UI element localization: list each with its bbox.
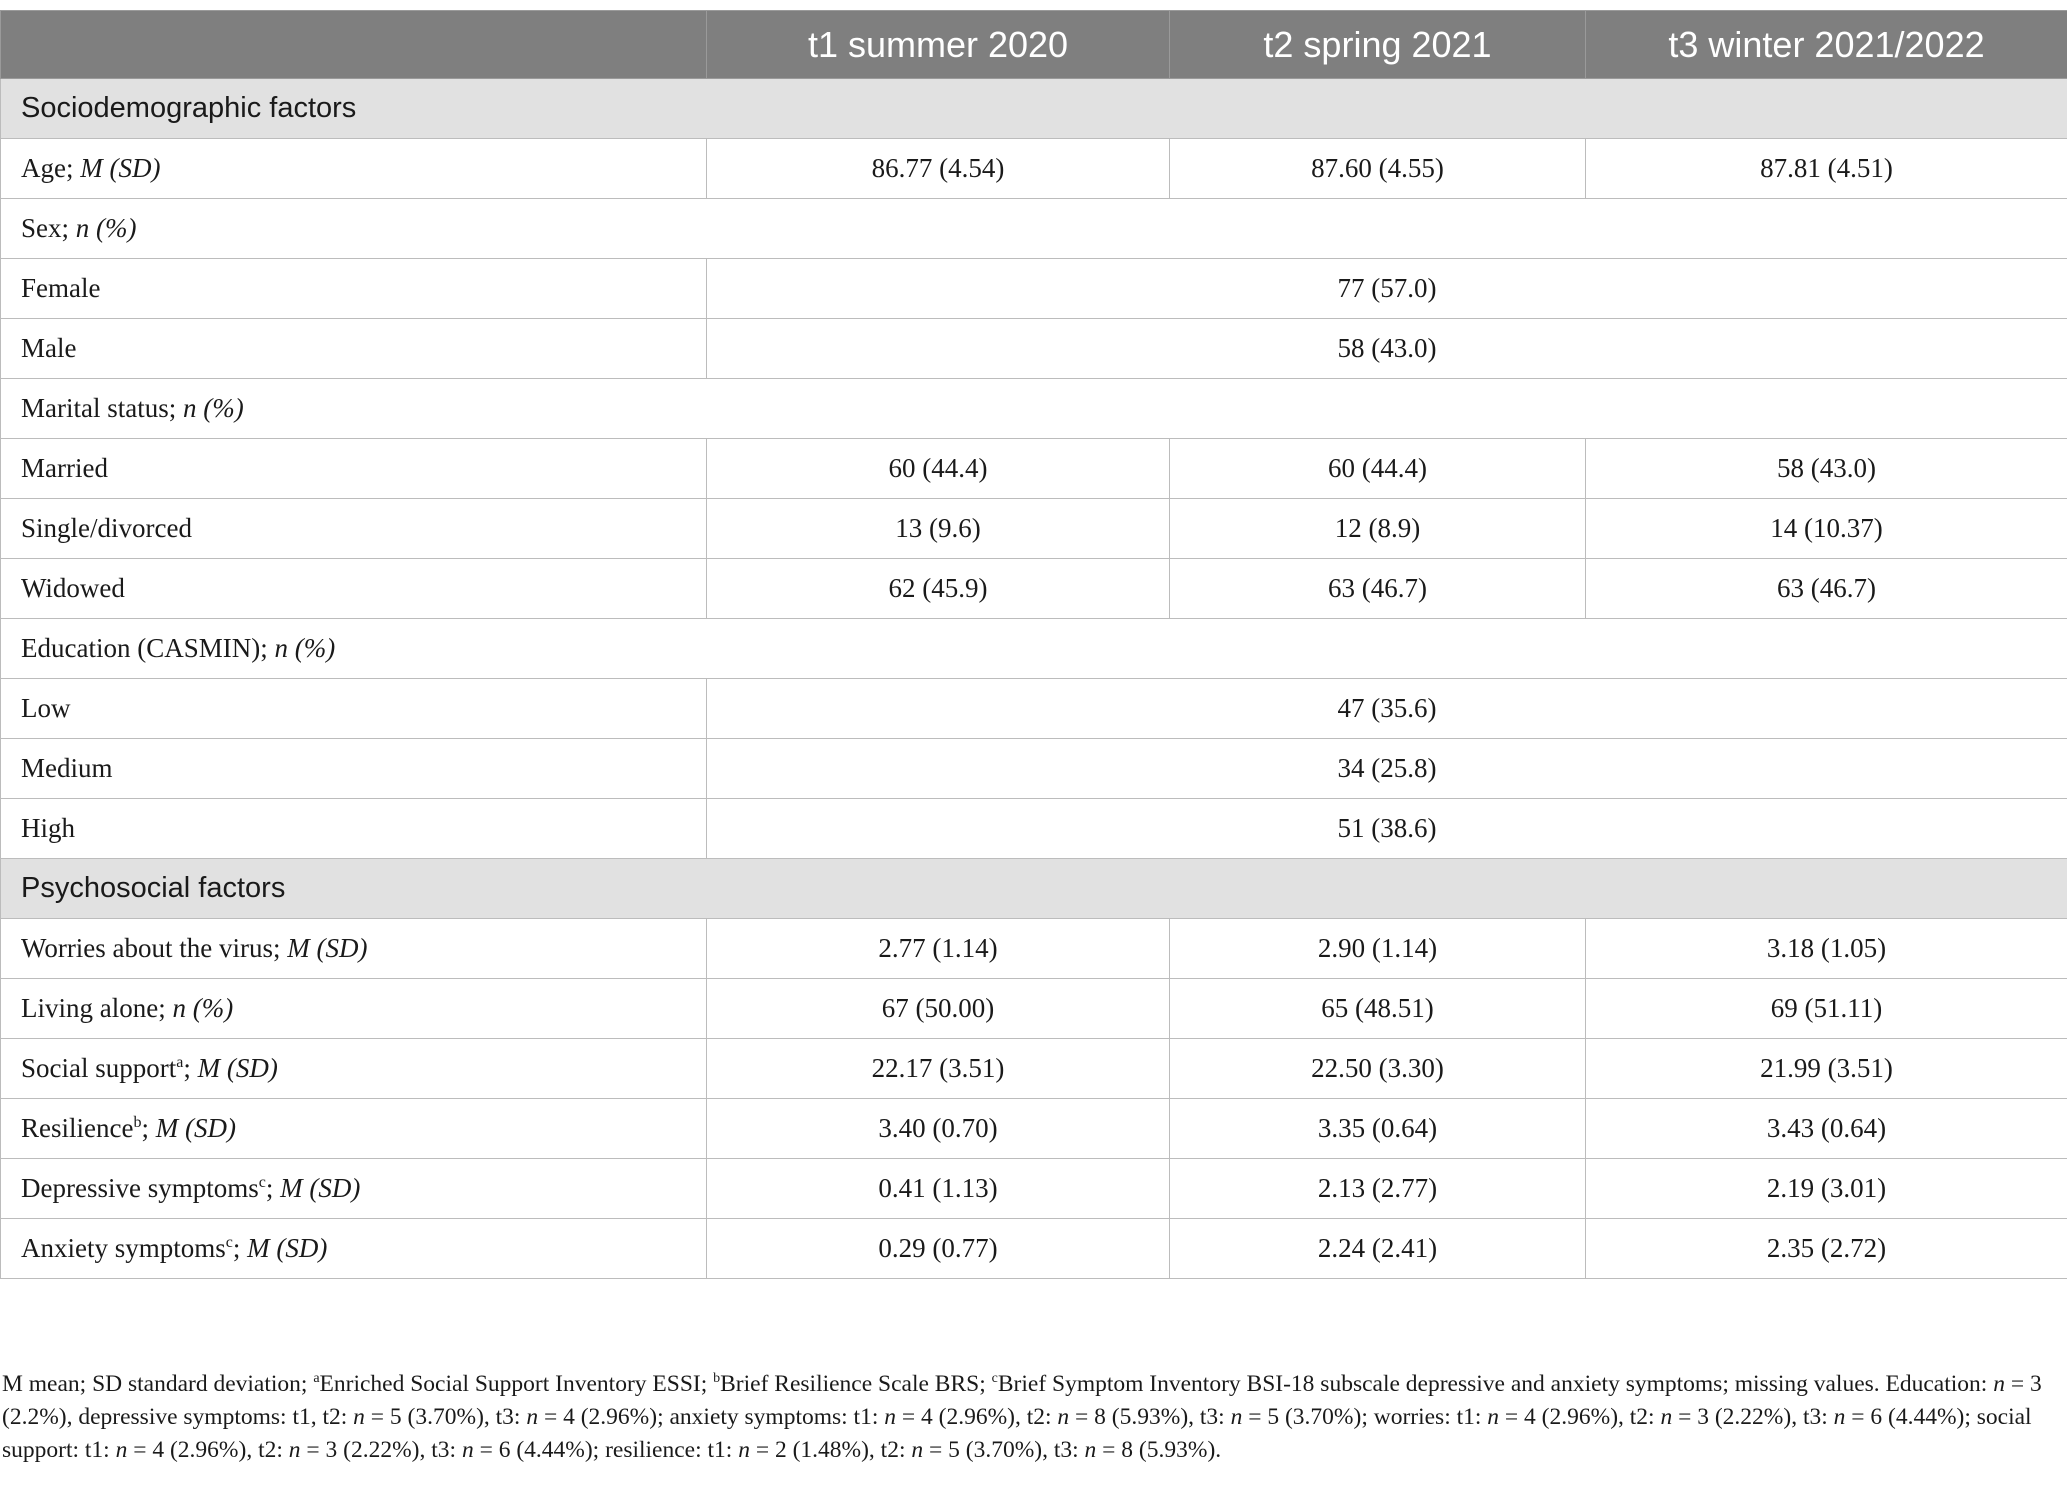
cell-social-support-t2: 22.50 (3.30) <box>1170 1039 1586 1099</box>
footnote-seg: = 3 (2.2%), depressive symptoms: t1, t2: <box>2 1371 2042 1430</box>
cell-depressive-t1: 0.41 (1.13) <box>707 1159 1170 1219</box>
row-label-female: Female <box>1 259 707 319</box>
stat-text: M (SD) <box>80 153 161 183</box>
header-t3: t3 winter 2021/2022 <box>1586 11 2067 79</box>
label-text: Education (CASMIN); <box>21 633 268 663</box>
row-label-depressive: Depressive symptoms$^c$; M (SD) <box>1 1159 707 1219</box>
cell-worries-t3: 3.18 (1.05) <box>1586 919 2067 979</box>
n-symbol: n <box>1993 1371 2005 1397</box>
cell-married-t1: 60 (44.4) <box>707 439 1170 499</box>
n-symbol: n <box>884 1404 896 1430</box>
footnote-marker-c: c <box>991 1371 998 1387</box>
table-row-resilience <box>1 1099 2067 1159</box>
footnote-marker: c <box>258 1174 266 1191</box>
cell-male-value: 58 (43.0) <box>707 319 2067 379</box>
row-label-widowed: Widowed <box>1 559 707 619</box>
row-label-education <box>1 619 2067 679</box>
footnote-seg: = 5 (3.70%), t3: <box>923 1437 1085 1463</box>
label-text: Worries about the virus; <box>21 933 281 963</box>
table-row-marital <box>1 379 2067 439</box>
stat-text: n (%) <box>172 993 234 1023</box>
stat-text: n (%) <box>274 633 336 663</box>
cell-worries-t1: 2.77 (1.14) <box>707 919 1170 979</box>
footnote-c-text: Brief Symptom Inventory BSI-18 subscale depressive and anxiety symptoms; missing values. Education: <box>997 1371 1994 1397</box>
cell-widowed-t2: 63 (46.7) <box>1170 559 1586 619</box>
footnote-seg: = 5 (3.70%), t3: <box>364 1404 527 1430</box>
descriptives-table <box>0 10 2067 1279</box>
n-symbol: n <box>115 1437 128 1463</box>
stat-text: M (SD) <box>155 1113 236 1143</box>
cell-living-alone-t2: 65 (48.51) <box>1170 979 1586 1039</box>
n-symbol: n <box>461 1437 474 1463</box>
table-row-male <box>1 319 2067 379</box>
section-title-psychosocial: Psychosocial factors <box>1 859 2067 919</box>
table-row-married <box>1 439 2067 499</box>
footnote-seg: = 8 (5.93%), t3: <box>1069 1404 1231 1430</box>
footnote-marker-b: b <box>713 1371 721 1387</box>
stat-text: n (%) <box>75 213 137 243</box>
label-text: Resilience <box>21 1113 134 1143</box>
cell-age-t2: 87.60 (4.55) <box>1170 139 1586 199</box>
table-row-medium <box>1 739 2067 799</box>
footnote-seg: = 6 (4.44%); resilience: t1: <box>473 1437 739 1463</box>
row-label-medium: Medium <box>1 739 707 799</box>
header-t2: t2 spring 2021 <box>1170 11 1586 79</box>
row-label-male: Male <box>1 319 707 379</box>
cell-anxiety-t1: 0.29 (0.77) <box>707 1219 1170 1279</box>
row-label-worries <box>1 919 707 979</box>
row-label-resilience: Resilience$^b$; M (SD) <box>1 1099 707 1159</box>
header-t1: t1 summer 2020 <box>707 11 1170 79</box>
cell-worries-t2: 2.90 (1.14) <box>1170 919 1586 979</box>
footnote-seg: = 3 (2.22%), t3: <box>300 1437 462 1463</box>
footnote-seg: = 4 (2.96%); anxiety symptoms: t1: <box>538 1404 885 1430</box>
cell-depressive-t2: 2.13 (2.77) <box>1170 1159 1586 1219</box>
table-row-sex <box>1 199 2067 259</box>
stat-text: M (SD) <box>287 933 368 963</box>
cell-medium-value: 34 (25.8) <box>707 739 2067 799</box>
n-symbol: n <box>288 1437 301 1463</box>
cell-resilience-t2: 3.35 (0.64) <box>1170 1099 1586 1159</box>
n-symbol: n <box>1230 1404 1243 1430</box>
footnote-b-text: Brief Resilience Scale BRS; <box>720 1371 992 1397</box>
cell-female-value: 77 (57.0) <box>707 259 2067 319</box>
footnote-seg: = 6 (4.44%); social support: t1: <box>2 1404 2032 1463</box>
section-row-psychosocial <box>1 859 2067 919</box>
cell-widowed-t1: 62 (45.9) <box>707 559 1170 619</box>
footnote-seg: = 4 (2.96%), t2: <box>896 1404 1058 1430</box>
row-label-low: Low <box>1 679 707 739</box>
footnote-marker: b <box>133 1114 142 1131</box>
footnote-seg: = 4 (2.96%), t2: <box>127 1437 289 1463</box>
header-blank-cell <box>1 11 707 79</box>
cell-married-t2: 60 (44.4) <box>1170 439 1586 499</box>
footnote-marker: c <box>225 1234 233 1251</box>
footnote-marker-a: a <box>313 1371 320 1387</box>
table-row-worries <box>1 919 2067 979</box>
footnote-abbrev: M mean; SD standard deviation; <box>2 1371 314 1397</box>
footnote-seg: = 4 (2.96%), t2: <box>1499 1404 1661 1430</box>
label-text: Living alone; <box>21 993 166 1023</box>
cell-age-t1: 86.77 (4.54) <box>707 139 1170 199</box>
cell-resilience-t1: 3.40 (0.70) <box>707 1099 1170 1159</box>
data-table-container <box>0 10 2067 1279</box>
footnote-seg: = 5 (3.70%); worries: t1: <box>1242 1404 1488 1430</box>
cell-social-support-t1: 22.17 (3.51) <box>707 1039 1170 1099</box>
row-label-social-support: Social support$^a$; M (SD) <box>1 1039 707 1099</box>
n-symbol: n <box>353 1404 365 1430</box>
table-row-living-alone <box>1 979 2067 1039</box>
table-row-low <box>1 679 2067 739</box>
cell-high-value: 51 (38.6) <box>707 799 2067 859</box>
cell-married-t3: 58 (43.0) <box>1586 439 2067 499</box>
stat-text: M (SD) <box>280 1173 361 1203</box>
stat-text: n (%) <box>182 393 244 423</box>
footnote-seg: = 8 (5.93%). <box>1096 1437 1222 1463</box>
table-row-female <box>1 259 2067 319</box>
label-text: Social support <box>21 1053 177 1083</box>
table-row-single <box>1 499 2067 559</box>
cell-anxiety-t3: 2.35 (2.72) <box>1586 1219 2067 1279</box>
section-row-sociodemographic <box>1 79 2067 139</box>
cell-depressive-t3: 2.19 (3.01) <box>1586 1159 2067 1219</box>
n-symbol: n <box>1084 1437 1097 1463</box>
footnote-a-text: Enriched Social Support Inventory ESSI; <box>319 1371 714 1397</box>
cell-living-alone-t3: 69 (51.11) <box>1586 979 2067 1039</box>
n-symbol: n <box>1057 1404 1070 1430</box>
footnote-seg: = 3 (2.22%), t3: <box>1672 1404 1834 1430</box>
section-title-sociodemographic: Sociodemographic factors <box>1 79 2067 139</box>
footnote-seg: = 2 (1.48%), t2: <box>749 1437 912 1463</box>
table-row-depressive <box>1 1159 2067 1219</box>
row-label-sex <box>1 199 2067 259</box>
table-footnote <box>2 1368 2062 1467</box>
table-row-education <box>1 619 2067 679</box>
row-label-living-alone <box>1 979 707 1039</box>
n-symbol: n <box>526 1404 539 1430</box>
row-label-high: High <box>1 799 707 859</box>
label-text: Anxiety symptoms <box>21 1233 226 1263</box>
header-row <box>1 11 2067 79</box>
cell-single-t1: 13 (9.6) <box>707 499 1170 559</box>
n-symbol: n <box>1833 1404 1846 1430</box>
cell-anxiety-t2: 2.24 (2.41) <box>1170 1219 1586 1279</box>
cell-low-value: 47 (35.6) <box>707 679 2067 739</box>
n-symbol: n <box>1487 1404 1500 1430</box>
row-label-anxiety: Anxiety symptoms$^c$; M (SD) <box>1 1219 707 1279</box>
table-row-high <box>1 799 2067 859</box>
row-label-married: Married <box>1 439 707 499</box>
cell-living-alone-t1: 67 (50.00) <box>707 979 1170 1039</box>
stat-text: M (SD) <box>247 1233 328 1263</box>
label-text: Marital status; <box>21 393 177 423</box>
cell-social-support-t3: 21.99 (3.51) <box>1586 1039 2067 1099</box>
label-text: Age; <box>21 153 74 183</box>
cell-resilience-t3: 3.43 (0.64) <box>1586 1099 2067 1159</box>
table-row-age <box>1 139 2067 199</box>
row-label-age <box>1 139 707 199</box>
row-label-marital <box>1 379 2067 439</box>
stat-text: M (SD) <box>197 1053 278 1083</box>
n-symbol: n <box>1660 1404 1673 1430</box>
cell-single-t3: 14 (10.37) <box>1586 499 2067 559</box>
label-text: Depressive symptoms <box>21 1173 259 1203</box>
table-header <box>1 11 2067 79</box>
table-body <box>1 79 2067 1279</box>
row-label-single: Single/divorced <box>1 499 707 559</box>
table-row-anxiety <box>1 1219 2067 1279</box>
footnote-marker: a <box>176 1054 184 1071</box>
cell-widowed-t3: 63 (46.7) <box>1586 559 2067 619</box>
n-symbol: n <box>911 1437 924 1463</box>
cell-single-t2: 12 (8.9) <box>1170 499 1586 559</box>
label-text: Sex; <box>21 213 70 243</box>
table-row-social-support <box>1 1039 2067 1099</box>
n-symbol: n <box>738 1437 750 1463</box>
table-row-widowed <box>1 559 2067 619</box>
cell-age-t3: 87.81 (4.51) <box>1586 139 2067 199</box>
